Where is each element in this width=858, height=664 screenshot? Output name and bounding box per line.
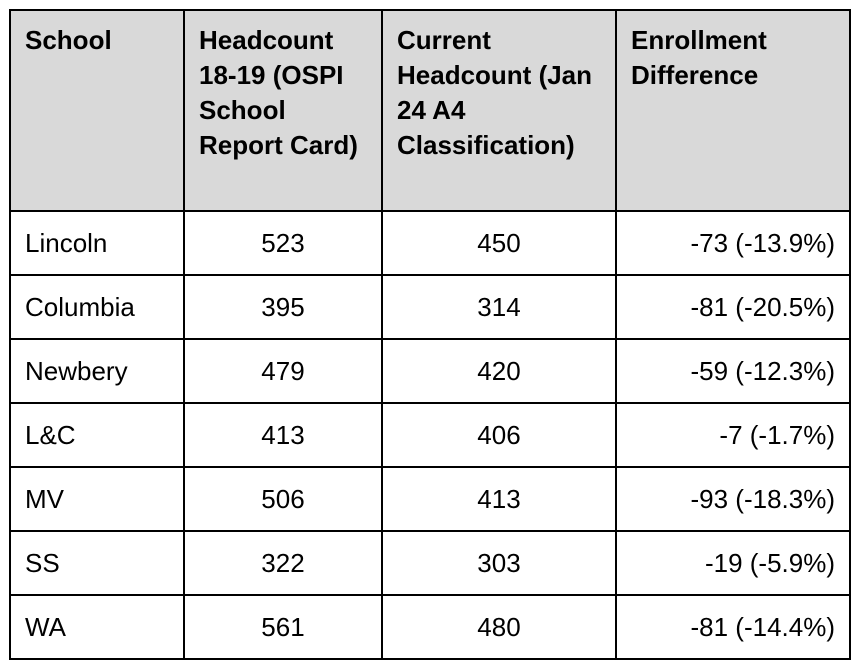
cell-enrollment-difference: -7 (-1.7%) <box>616 403 850 467</box>
cell-school: Newbery <box>10 339 184 403</box>
header-school: School <box>10 10 184 211</box>
cell-current-headcount: 413 <box>382 467 616 531</box>
cell-school: L&C <box>10 403 184 467</box>
table-row <box>10 467 850 531</box>
cell-headcount-18-19: 395 <box>184 275 382 339</box>
cell-school: Columbia <box>10 275 184 339</box>
cell-enrollment-difference: -81 (-14.4%) <box>616 595 850 659</box>
cell-current-headcount: 480 <box>382 595 616 659</box>
header-headcount-18-19: Headcount 18-19 (OSPI School Report Card) <box>184 10 382 211</box>
cell-headcount-18-19: 506 <box>184 467 382 531</box>
cell-current-headcount: 406 <box>382 403 616 467</box>
cell-headcount-18-19: 561 <box>184 595 382 659</box>
cell-headcount-18-19: 413 <box>184 403 382 467</box>
table-row <box>10 403 850 467</box>
cell-school: MV <box>10 467 184 531</box>
cell-enrollment-difference: -59 (-12.3%) <box>616 339 850 403</box>
table-row <box>10 339 850 403</box>
table-row <box>10 531 850 595</box>
cell-school: Lincoln <box>10 211 184 275</box>
cell-current-headcount: 420 <box>382 339 616 403</box>
cell-school: WA <box>10 595 184 659</box>
cell-school: SS <box>10 531 184 595</box>
table-row <box>10 275 850 339</box>
cell-current-headcount: 314 <box>382 275 616 339</box>
header-enrollment-difference: Enrollment Difference <box>616 10 850 211</box>
enrollment-table <box>9 9 851 660</box>
table-row <box>10 595 850 659</box>
cell-headcount-18-19: 322 <box>184 531 382 595</box>
table-row <box>10 211 850 275</box>
cell-enrollment-difference: -19 (-5.9%) <box>616 531 850 595</box>
cell-enrollment-difference: -93 (-18.3%) <box>616 467 850 531</box>
cell-current-headcount: 450 <box>382 211 616 275</box>
header-row <box>10 10 850 211</box>
cell-current-headcount: 303 <box>382 531 616 595</box>
table-header <box>10 10 850 211</box>
header-current-headcount: Current Headcount (Jan 24 A4 Classification) <box>382 10 616 211</box>
table-body <box>10 211 850 659</box>
cell-headcount-18-19: 523 <box>184 211 382 275</box>
cell-enrollment-difference: -73 (-13.9%) <box>616 211 850 275</box>
cell-enrollment-difference: -81 (-20.5%) <box>616 275 850 339</box>
cell-headcount-18-19: 479 <box>184 339 382 403</box>
